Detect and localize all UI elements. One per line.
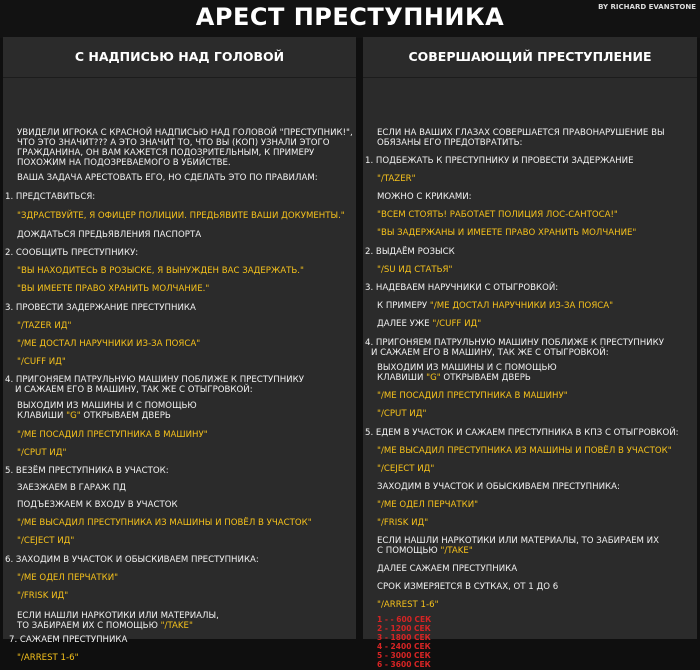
- right-text-line: СРОК ИЗМЕРЯЕТСЯ В СУТКАХ, ОТ 1 ДО 6: [377, 582, 559, 592]
- left-text-line: ВЫХОДИМ ИЗ МАШИНЫ И С ПОМОЩЬЮ: [17, 401, 197, 411]
- left-text-line: ВАША ЗАДАЧА АРЕСТОВАТЬ ЕГО, НО СДЕЛАТЬ ЭТО ПО ПРАВИЛАМ:: [17, 173, 318, 183]
- left-text-line: 2. СООБЩИТЬ ПРЕСТУПНИКУ:: [5, 248, 139, 258]
- left-text-line: ТО ЗАБИРАЕМ ИХ С ПОМОЩЬЮ "/TAKE": [17, 621, 193, 631]
- right-text-line: 5. ЕДЕМ В УЧАСТОК И САЖАЕМ ПРЕСТУПНИКА В КПЗ С ОТЫГРОВКОЙ:: [365, 428, 679, 438]
- right-text-line: ДАЛЕЕ УЖЕ "/CUFF ИД": [377, 319, 482, 329]
- left-text-line: "/CUFF ИД": [17, 357, 66, 367]
- right-text-line: "/TAZER": [377, 174, 416, 184]
- left-panel: [3, 37, 356, 663]
- left-text-line: 1. ПРЕДСТАВИТЬСЯ:: [5, 192, 96, 202]
- right-text-line: С ПОМОЩЬЮ "/TAKE": [377, 546, 473, 556]
- left-text-line: И САЖАЕМ ЕГО В МАШИНУ, ТАК ЖЕ С ОТЫГРОВКОЙ:: [15, 385, 253, 395]
- left-panel-heading: С НАДПИСЬЮ НАД ГОЛОВОЙ: [3, 37, 356, 78]
- left-text-line: ЗАЕЗЖАЕМ В ГАРАЖ ПД: [17, 483, 127, 493]
- left-text-line: "/МЕ ПОСАДИЛ ПРЕСТУПНИКА В МАШИНУ": [17, 430, 208, 440]
- left-text-line: 4. ПРИГОНЯЕМ ПАТРУЛЬНУЮ МАШИНУ ПОБЛИЖЕ К ПРЕСТУПНИКУ: [5, 375, 304, 385]
- left-text-line: ДОЖДАТЬСЯ ПРЕДЬЯВЛЕНИЯ ПАСПОРТА: [17, 230, 202, 240]
- left-text-line: "ЗДРАСТВУЙТЕ, Я ОФИЦЕР ПОЛИЦИИ. ПРЕДЬЯВИТЕ ВАШИ ДОКУМЕНТЫ.": [17, 211, 345, 221]
- right-panel: [363, 37, 697, 669]
- right-text-line: ЗАХОДИМ В УЧАСТОК И ОБЫСКИВАЕМ ПРЕСТУПНИКА:: [377, 482, 620, 492]
- right-text-line: "/МЕ ОДЕЛ ПЕРЧАТКИ": [377, 500, 479, 510]
- right-text-line: 5 - 3000 СЕК: [377, 651, 431, 660]
- author-credit: BY RICHARD EVANSTONE: [598, 3, 696, 11]
- right-text-line: КЛАВИШИ "G" ОТКРЫВАЕМ ДВЕРЬ: [377, 373, 531, 383]
- right-text-line: "ВСЕМ СТОЯТЬ! РАБОТАЕТ ПОЛИЦИЯ ЛОС-САНТОСА!": [377, 210, 618, 220]
- left-text-line: ЕСЛИ НАШЛИ НАРКОТИКИ ИЛИ МАТЕРИАЛЫ,: [17, 611, 219, 621]
- left-text-line: 5. ВЕЗЁМ ПРЕСТУПНИКА В УЧАСТОК:: [5, 466, 169, 476]
- right-text-line: "/FRISK ИД": [377, 518, 429, 528]
- left-text-line: 7. САЖАЕМ ПРЕСТУПНИКА: [9, 635, 128, 645]
- left-text-line: ПОДЪЕЗЖАЕМ К ВХОДУ В УЧАСТОК: [17, 500, 178, 510]
- right-text-line: "ВЫ ЗАДЕРЖАНЫ И ИМЕЕТЕ ПРАВО ХРАНИТЬ МОЛЧАНИЕ": [377, 228, 637, 238]
- right-panel-heading: СОВЕРШАЮЩИЙ ПРЕСТУПЛЕНИЕ: [363, 37, 697, 78]
- left-text-line: УВИДЕЛИ ИГРОКА С КРАСНОЙ НАДПИСЬЮ НАД ГОЛОВОЙ "ПРЕСТУПНИК!",: [17, 128, 353, 138]
- right-text-line: "/МЕ ПОСАДИЛ ПРЕСТУПНИКА В МАШИНУ": [377, 391, 568, 401]
- right-text-line: К ПРИМЕРУ "/МЕ ДОСТАЛ НАРУЧНИКИ ИЗ-ЗА ПОЯСА": [377, 301, 614, 311]
- right-text-line: И САЖАЕМ ЕГО В МАШИНУ, ТАК ЖЕ С ОТЫГРОВКОЙ:: [371, 348, 609, 358]
- page-title: АРЕСТ ПРЕСТУПНИКА: [195, 3, 505, 31]
- left-text-line: "/МЕ ОДЕЛ ПЕРЧАТКИ": [17, 573, 119, 583]
- left-text-line: 3. ПРОВЕСТИ ЗАДЕРЖАНИЕ ПРЕСТУПНИКА: [5, 303, 196, 313]
- left-text-line: "/FRISK ИД": [17, 591, 69, 601]
- left-text-line: ЧТО ЭТО ЗНАЧИТ??? А ЭТО ЗНАЧИТ ТО, ЧТО ВЫ (КОП) УЗНАЛИ ЭТОГО: [17, 138, 330, 148]
- left-text-line: 6. ЗАХОДИМ В УЧАСТОК И ОБЫСКИВАЕМ ПРЕСТУПНИКА:: [5, 555, 259, 565]
- right-text-line: 6 - 3600 СЕК: [377, 660, 431, 669]
- right-text-line: 4. ПРИГОНЯЕМ ПАТРУЛЬНУЮ МАШИНУ ПОБЛИЖЕ К ПРЕСТУПНИКУ: [365, 338, 664, 348]
- left-text-line: "/МЕ ВЫСАДИЛ ПРЕСТУПНИКА ИЗ МАШИНЫ И ПОВЁЛ В УЧАСТОК": [17, 518, 312, 528]
- right-text-line: 1. ПОДБЕЖАТЬ К ПРЕСТУПНИКУ И ПРОВЕСТИ ЗАДЕРЖАНИЕ: [365, 156, 634, 166]
- left-text-line: "/CEJECT ИД": [17, 536, 75, 546]
- right-text-line: 3 - 1800 СЕК: [377, 633, 431, 642]
- left-text-line: "/ARREST 1-6": [17, 653, 79, 663]
- left-text-line: ГРАЖДАНИНА, ОН ВАМ КАЖЕТСЯ ПОДОЗРИТЕЛЬНЫМ, К ПРИМЕРУ: [17, 148, 315, 158]
- right-text-line: 2. ВЫДАЁМ РОЗЫСК: [365, 247, 455, 257]
- left-text-line: "/TAZER ИД": [17, 321, 72, 331]
- right-text-line: ВЫХОДИМ ИЗ МАШИНЫ И С ПОМОЩЬЮ: [377, 363, 557, 373]
- right-text-line: ЕСЛИ НА ВАШИХ ГЛАЗАХ СОВЕРШАЕТСЯ ПРАВОНАРУШЕНИЕ ВЫ: [377, 128, 665, 138]
- left-text-line: "ВЫ НАХОДИТЕСЬ В РОЗЫСКЕ, Я ВЫНУЖДЕН ВАС ЗАДЕРЖАТЬ.": [17, 266, 304, 276]
- right-text-line: "/SU ИД СТАТЬЯ": [377, 265, 453, 275]
- right-text-line: МОЖНО С КРИКАМИ:: [377, 192, 472, 202]
- right-text-line: 2 - 1200 СЕК: [377, 624, 431, 633]
- left-text-line: "/МЕ ДОСТАЛ НАРУЧНИКИ ИЗ-ЗА ПОЯСА": [17, 339, 201, 349]
- left-text-line: ПОХОЖИМ НА ПОДОЗРЕВАЕМОГО В УБИЙСТВЕ.: [17, 158, 231, 168]
- right-text-line: ДАЛЕЕ САЖАЕМ ПРЕСТУПНИКА: [377, 564, 518, 574]
- right-text-line: ОБЯЗАНЫ ЕГО ПРЕДОТВРАТИТЬ:: [377, 138, 523, 148]
- right-text-line: "/CEJECT ИД": [377, 464, 435, 474]
- right-text-line: "/CPUT ИД": [377, 409, 427, 419]
- right-text-line: 1 - - 600 СЕК: [377, 615, 432, 624]
- left-text-line: "/CPUT ИД": [17, 448, 67, 458]
- header-bar: [0, 0, 700, 38]
- right-text-line: "/МЕ ВЫСАДИЛ ПРЕСТУПНИКА ИЗ МАШИНЫ И ПОВЁЛ В УЧАСТОК": [377, 446, 672, 456]
- left-text-line: КЛАВИШИ "G" ОТКРЫВАЕМ ДВЕРЬ: [17, 411, 171, 421]
- right-text-line: ЕСЛИ НАШЛИ НАРКОТИКИ ИЛИ МАТЕРИАЛЫ, ТО ЗАБИРАЕМ ИХ: [377, 536, 659, 546]
- left-text-line: "ВЫ ИМЕЕТЕ ПРАВО ХРАНИТЬ МОЛЧАНИЕ.": [17, 284, 210, 294]
- right-text-line: 3. НАДЕВАЕМ НАРУЧНИКИ С ОТЫГРОВКОЙ:: [365, 283, 559, 293]
- right-text-line: 4 - 2400 СЕК: [377, 642, 431, 651]
- right-text-line: "/ARREST 1-6": [377, 600, 439, 610]
